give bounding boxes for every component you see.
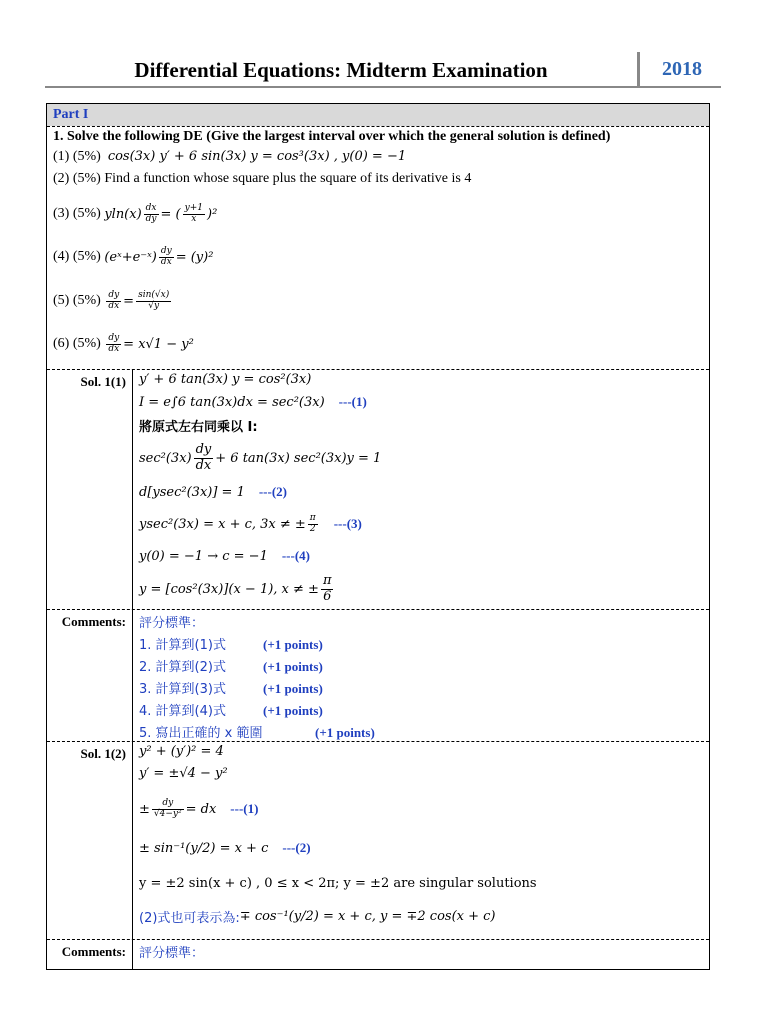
page-header xyxy=(45,50,721,88)
solution-content xyxy=(133,370,709,609)
item-label: (4) (5%) xyxy=(53,249,101,264)
rubric-title: 評分標準： xyxy=(139,616,205,631)
sol-line: y² + (y′)² = 4 xyxy=(139,744,224,759)
comments-row-1 xyxy=(47,609,709,741)
item-label: (1) (5%) xyxy=(53,149,101,164)
fraction: $\frac{dy}{dx}$ xyxy=(195,442,212,473)
solution-label: Sol. 1(2) xyxy=(47,742,133,939)
solution-row-1 xyxy=(47,369,709,609)
sol-line: y′ = ±√4 − y² xyxy=(139,766,228,781)
step-tag: ---(2) xyxy=(282,840,311,855)
sol-line: sec²(3x) $\frac{dy}{dx}$ + 6 tan(3x) sec²(3x)y = 1 xyxy=(139,442,382,473)
part-label: Part I xyxy=(47,104,709,126)
item-equation: cos(3x) y′ + 6 sin(3x) y = cos³(3x) , y(0) = −1 xyxy=(107,149,407,164)
item-label: (6) (5%) xyxy=(53,336,101,351)
sol-line: ± $\frac{dy}{\text{√4−y²}}$ = dx ---(1) xyxy=(139,797,259,819)
item-label: (2) (5%) xyxy=(53,171,101,186)
comments-content xyxy=(133,940,709,969)
step-tag: ---(4) xyxy=(281,548,310,563)
question-heading: 1. Solve the following DE (Give the largest interval over which the general solution is defined) xyxy=(53,129,611,144)
comments-row-2 xyxy=(47,939,709,969)
fraction: $\frac{\pi}{2}$ xyxy=(309,512,316,534)
sol-line: d[ysec²(3x)] = 1 ---(2) xyxy=(139,484,287,500)
sol-line: ysec²(3x) = x + c, 3x ≠ ± $\frac{\pi}{2}$ ---(3) xyxy=(139,512,362,534)
rubric-item: 2. 計算到(2)式 (+1 points) xyxy=(139,659,323,675)
question-item-2 xyxy=(53,171,703,193)
question-row xyxy=(47,126,709,369)
step-tag: ---(2) xyxy=(258,484,287,499)
fraction: $\frac{y+1}{x}$ xyxy=(184,202,203,224)
header-rule xyxy=(45,86,721,88)
fraction: $\frac{dx}{dy}$ xyxy=(145,202,157,224)
item-label: (3) (5%) xyxy=(53,206,101,221)
question-item-3: (3) (5%) yln(x) $\frac{dx}{dy}$ = ( $\frac{y+1}{x}$ )² xyxy=(53,202,218,224)
question-item-1 xyxy=(53,149,703,171)
item-eq-pre: yln(x) xyxy=(104,206,142,222)
exam-year: 2018 xyxy=(662,58,702,80)
comments-label: Comments: xyxy=(47,940,133,969)
step-tag: ---(1) xyxy=(230,801,259,816)
sol-line: y = [cos²(3x)](x − 1), x ≠ ± $\frac{\pi}{6}$ xyxy=(139,573,332,604)
step-tag: ---(1) xyxy=(338,394,367,409)
item-text: Find a function whose square plus the square of its derivative is 4 xyxy=(104,171,472,186)
sol-line: y = ±2 sin(x + c) , 0 ≤ x < 2π; y = ±2 are singular solutions xyxy=(139,875,537,891)
question-item-6: (6) (5%) $\frac{dy}{dx}$ = x√1 − y² xyxy=(53,332,194,354)
header-divider xyxy=(637,52,640,86)
question-block xyxy=(47,127,709,369)
fraction: $\frac{dy}{dx}$ xyxy=(160,245,172,267)
sol-line: I = e∫6 tan(3x)dx = sec²(3x) ---(1) xyxy=(139,394,367,410)
question-item-5: (5) (5%) $\frac{dy}{dx}$ = $\frac{\sin(√x)}{√y}$ xyxy=(53,289,170,311)
fraction: $\frac{dy}{dx}$ xyxy=(108,289,120,311)
fraction: $\frac{dy}{\text{√4−y²}}$ xyxy=(153,797,182,819)
sol-line: 將原式左右同乘以 I: xyxy=(139,420,258,435)
item-label: (5) (5%) xyxy=(53,293,101,308)
solution-label: Sol. 1(1) xyxy=(47,370,133,609)
rubric-item: 1. 計算到(1)式 (+1 points) xyxy=(139,637,323,653)
page-title: Differential Equations: Midterm Examination xyxy=(134,58,548,82)
sol-line: (2)式也可表示為: ∓ cos⁻¹(y/2) = x + c, y = ∓2 cos(x + c) xyxy=(139,908,496,926)
step-tag: ---(3) xyxy=(333,516,362,531)
solution-content xyxy=(133,742,709,939)
fraction: $\frac{\sin(√x)}{√y}$ xyxy=(138,289,170,311)
solution-row-2 xyxy=(47,741,709,939)
rubric-title: 評分標準： xyxy=(139,946,205,961)
part-header-row xyxy=(47,104,709,126)
rubric-item: 4. 計算到(4)式 (+1 points) xyxy=(139,703,323,719)
sol-line: y(0) = −1 → c = −1 ---(4) xyxy=(139,548,310,564)
fraction: $\frac{dy}{dx}$ xyxy=(108,332,120,354)
fraction: $\frac{\pi}{6}$ xyxy=(322,573,332,604)
exam-table xyxy=(46,103,710,970)
rubric-item: 5. 寫出正確的 x 範圍 (+1 points) xyxy=(139,725,375,741)
sol-line: ± sin⁻¹(y/2) = x + c ---(2) xyxy=(139,840,311,856)
comments-content xyxy=(133,610,709,741)
comments-label: Comments: xyxy=(47,610,133,741)
rubric-item: 3. 計算到(3)式 (+1 points) xyxy=(139,681,323,697)
sol-line: y′ + 6 tan(3x) y = cos²(3x) xyxy=(139,372,312,387)
question-item-4: (4) (5%) (eˣ+e⁻ˣ) $\frac{dy}{dx}$ = (y)² xyxy=(53,245,214,267)
